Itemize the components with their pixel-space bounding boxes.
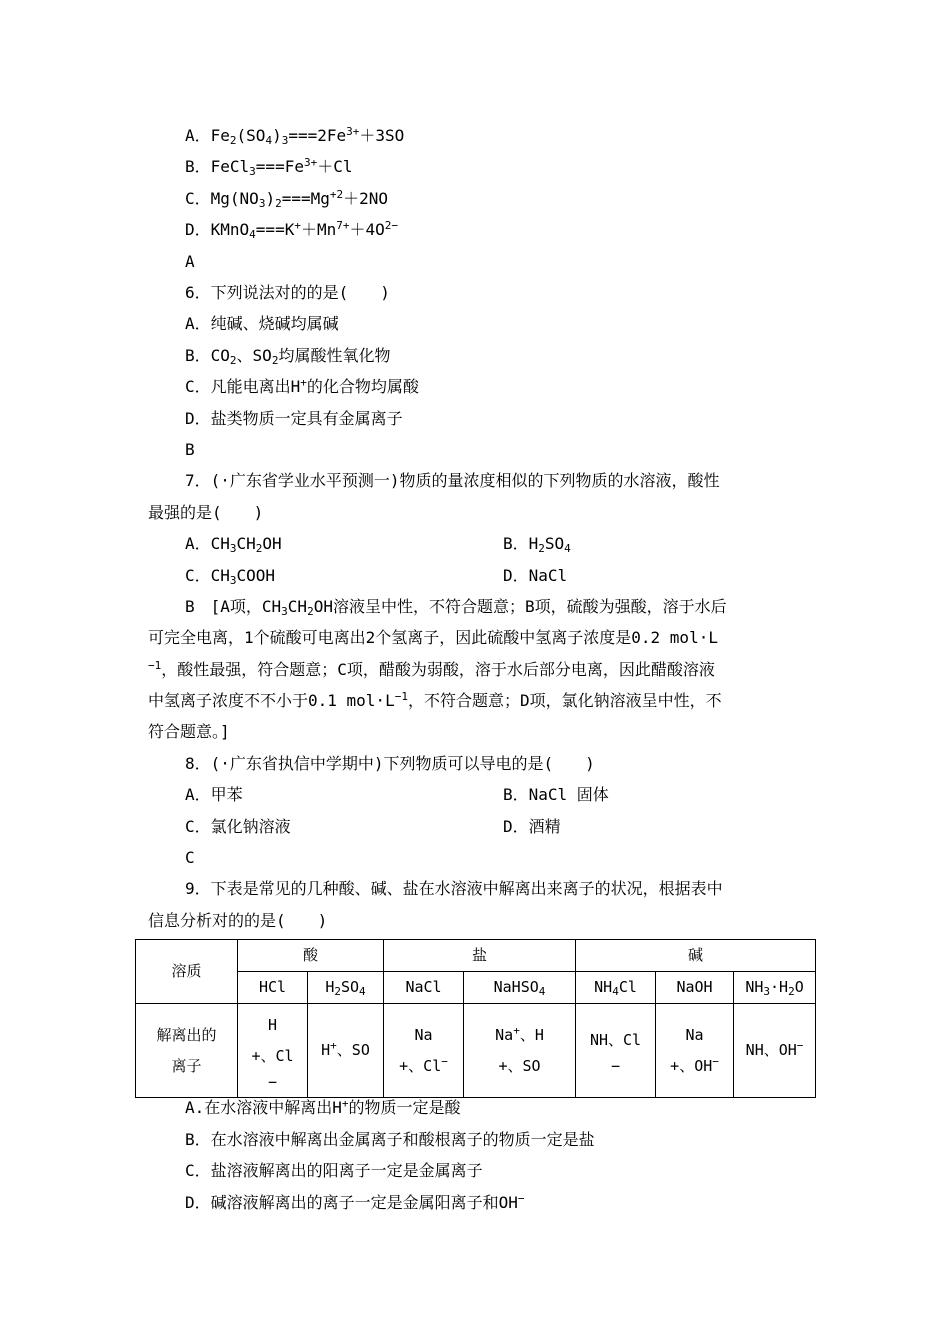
q9-option-c: C．盐溶液解离出的阳离子一定是金属离子 [185,1161,483,1180]
q8-option-c: C．氯化钠溶液 [185,817,291,836]
table-row-label: 解离出的 离子 [136,1004,238,1098]
q5-option-b: B．$FeCl_3===Fe^{3+}+Cl$ [185,156,353,178]
table-header-salt: 盐 [384,940,576,972]
q5-option-c: C．$Mg(NO_3)_2===Mg^{+2}+2NO$ [185,188,389,210]
table-header-base: 碱 [576,940,816,972]
q7-option-c: C．$CH_3COOH$ [185,566,276,587]
table-cell-nahso4-ions: Na+、H +、SO [464,1004,576,1098]
q7-explanation-line2: 可完全电离，1个硫酸可电离出2个氢离子，因此硫酸中氢离子浓度是0.2 mol·L [148,628,718,647]
q5-option-d: D．$KMnO_4===K^++Mn^{7+}+4O^{2-}$ [185,219,399,241]
q9-option-d: D．碱溶液解离出的离子一定是金属阳离子和OH− [185,1192,525,1212]
table-col-naoh: NaOH [656,972,734,1004]
q7-stem-line2: 最强的是( ) [148,503,264,522]
table-col-nacl: NaCl [384,972,464,1004]
table-cell-hcl-ions: H +、Cl − [238,1004,308,1098]
q6-stem: 6．下列说法对的的是( ) [185,283,390,302]
table-cell-h2so4-ions: H+、SO [308,1004,384,1098]
table-col-nh4cl: $NH_4Cl$ [576,972,656,1004]
q6-option-a: A．纯碱、烧碱均属碱 [185,314,339,333]
q8-answer: C [185,848,195,867]
q5-answer: A [185,252,195,271]
q6-option-c: C．凡能电离出H+的化合物均属酸 [185,376,419,396]
q9-option-a: A.在水溶液中解离出H+的物质一定是酸 [185,1097,461,1117]
table-col-h2so4: $H_2SO_4$ [308,972,384,1004]
table-header-acid: 酸 [238,940,384,972]
q7-explanation-line3: $^{-1}$，酸性最强，符合题意；C项，醋酸为弱酸，溶于水后部分电离，因此醋酸溶液 [148,659,715,679]
table-cell-nh3h2o-ions: NH、OH− [734,1004,816,1098]
q7-explanation-line1: B [A项，$CH_3CH_2OH$溶液呈中性，不符合题意；B项，硫酸为强酸，溶于水后 [185,597,727,618]
q7-option-a: A．$CH_3CH_2OH$ [185,534,282,555]
q8-option-d: D．酒精 [503,817,561,836]
q8-option-b: B．NaCl 固体 [503,785,609,804]
q6-answer: B [185,440,195,459]
q6-option-d: D．盐类物质一定具有金属离子 [185,409,403,428]
table-col-nh3h2o: $NH_3\cdot H_2O$ [734,972,816,1004]
table-col-nahso4: NaHSO$_4$ [464,972,576,1004]
table-header-solute: 溶质 [136,940,238,1004]
q6-option-b: B．$CO_2$、$SO_2$均属酸性氧化物 [185,346,391,367]
q7-option-b: B．$H_2SO_4$ [503,534,571,555]
q5-option-a: A．$Fe_2(SO_4)_3===2Fe^{3+}+3SO$ [185,125,405,147]
ion-table [135,939,816,1098]
q7-stem-line1: 7．(·广东省学业水平预测一)物质的量浓度相似的下列物质的水溶液，酸性 [185,471,720,490]
table-cell-nacl-ions: Na +、Cl− [384,1004,464,1098]
q7-explanation-line5: 符合题意。] [148,722,230,741]
q7-option-d: D．NaCl [503,566,568,585]
table-col-hcl: HCl [238,972,308,1004]
q7-explanation-line4: 中氢离子浓度不不小于0.1 $mol\cdot L^{-1}$，不符合题意；D项，氯化钠溶液呈中性，不 [148,690,722,710]
q8-stem: 8．(·广东省执信中学期中)下列物质可以导电的是( ) [185,754,595,773]
q8-option-a: A．甲苯 [185,785,243,804]
table-cell-nh4cl-ions: NH、Cl − [576,1004,656,1098]
table-cell-naoh-ions: Na +、OH− [656,1004,734,1098]
q9-stem-line2: 信息分析对的的是( ) [148,911,328,930]
q9-stem-line1: 9．下表是常见的几种酸、碱、盐在水溶液中解离出来离子的状况，根据表中 [185,879,723,898]
q9-option-b: B．在水溶液中解离出金属离子和酸根离子的物质一定是盐 [185,1130,595,1149]
